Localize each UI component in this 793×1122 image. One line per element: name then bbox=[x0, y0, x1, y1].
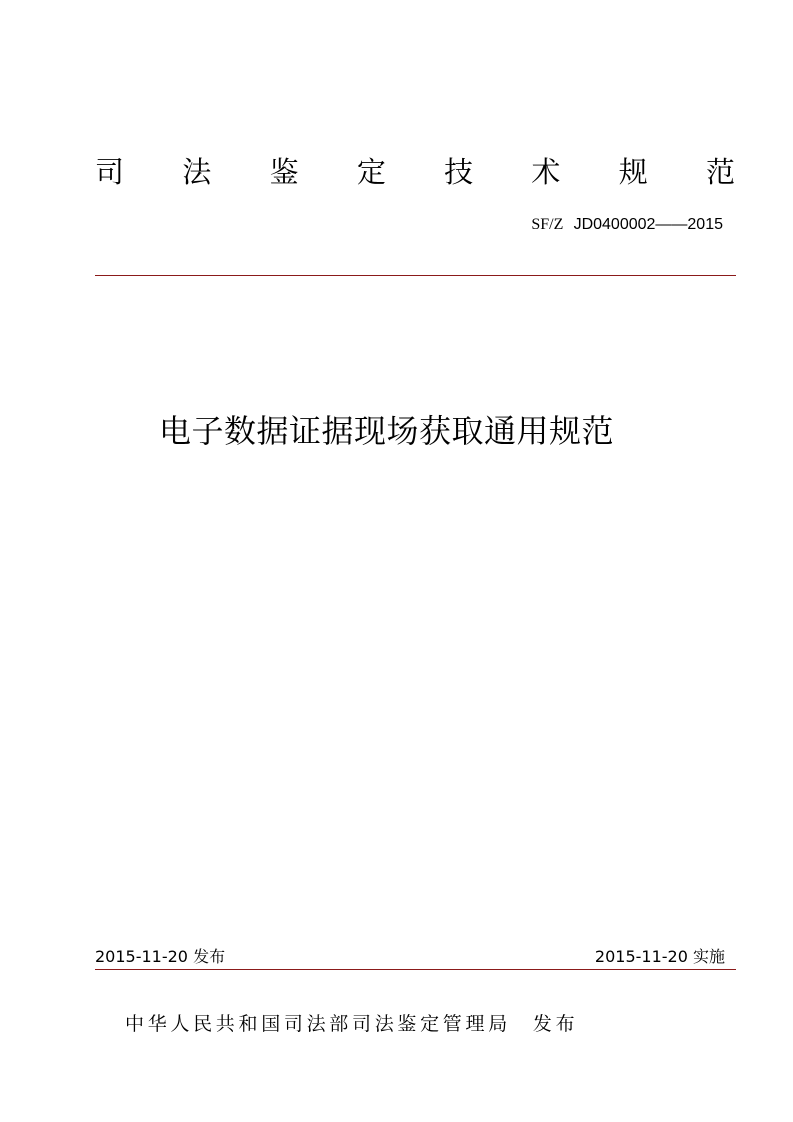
issuer-action: 发布 bbox=[532, 1013, 579, 1035]
issue-date: 2015-11-20 发布 bbox=[95, 947, 226, 966]
category-char: 鉴 bbox=[269, 155, 299, 189]
category-char: 范 bbox=[705, 155, 735, 189]
category-char: 法 bbox=[182, 155, 212, 189]
category-char: 规 bbox=[618, 155, 648, 189]
standard-code bbox=[531, 214, 723, 235]
header-divider bbox=[95, 275, 736, 276]
footer-divider bbox=[95, 969, 736, 970]
document-title: 电子数据证据现场获取通用规范 bbox=[158, 412, 614, 450]
standard-code-prefix: SF/Z bbox=[531, 216, 564, 233]
category-char: 术 bbox=[531, 155, 561, 189]
issuing-authority bbox=[125, 1010, 578, 1038]
category-char: 定 bbox=[356, 155, 386, 189]
standard-category-heading bbox=[95, 152, 735, 192]
standard-code-number: JD0400002——2015 bbox=[573, 216, 723, 233]
category-char: 司 bbox=[95, 155, 125, 189]
category-char: 技 bbox=[444, 155, 474, 189]
issuer-name: 中华人民共和国司法部司法鉴定管理局 bbox=[125, 1013, 511, 1035]
effective-date: 2015-11-20 实施 bbox=[594, 947, 725, 966]
